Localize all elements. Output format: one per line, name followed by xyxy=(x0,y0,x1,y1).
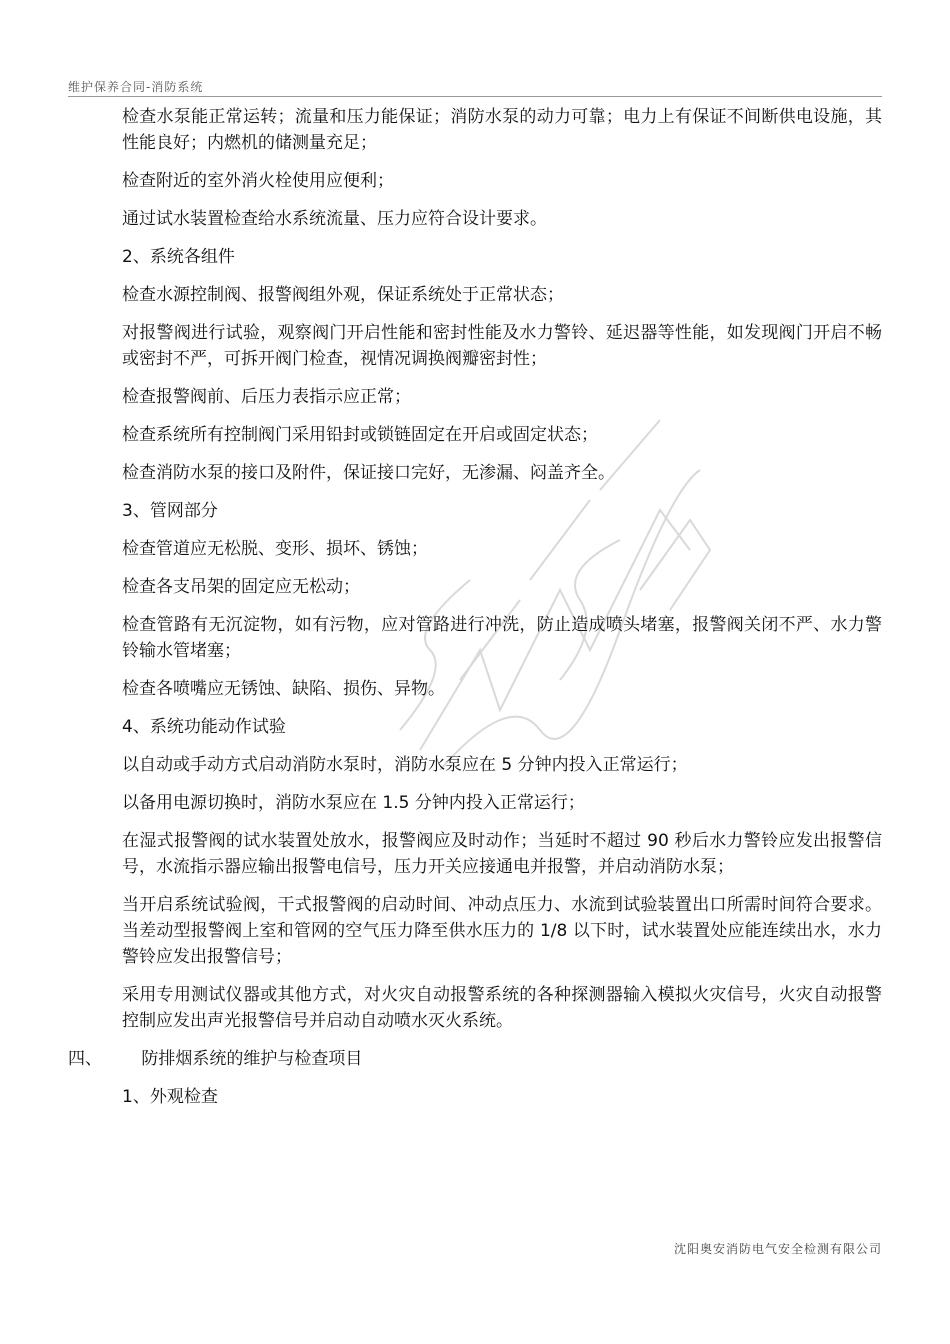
paragraph: 以备用电源切换时，消防水泵应在 1.5 分钟内投入正常运行； xyxy=(122,793,585,813)
section-title: 防排烟系统的维护与检查项目 xyxy=(141,1049,363,1069)
subheading: 3、管网部分 xyxy=(122,501,218,521)
paragraph: 检查水泵能正常运转；流量和压力能保证；消防水泵的动力可靠；电力上有保证不间断供电设施，其性能良好；内燃机的储测量充足； xyxy=(122,107,882,153)
paragraph: 当开启系统试验阀，干式报警阀的启动时间、冲动点压力、水流到试验装置出口所需时间符合要求。当差动型报警阀上室和管网的空气压力降至供水压力的 1/8 以下时，试水装置处应能连续出水，水力警铃应发出报警信号； xyxy=(122,895,882,967)
document-body xyxy=(68,104,882,1122)
paragraph: 通过试水装置检查给水系统流量、压力应符合设计要求。 xyxy=(122,209,547,229)
subheading: 4、系统功能动作试验 xyxy=(122,717,286,737)
subheading: 2、系统各组件 xyxy=(122,247,235,267)
paragraph: 检查附近的室外消火栓使用应便利； xyxy=(122,171,394,191)
paragraph: 对报警阀进行试验，观察阀门开启性能和密封性能及水力警铃、延迟器等性能，如发现阀门开启不畅或密封不严，可拆开阀门检查，视情况调换阀瓣密封性； xyxy=(122,323,882,369)
subheading: 1、外观检查 xyxy=(122,1087,218,1107)
paragraph: 检查各支吊架的固定应无松动； xyxy=(122,577,360,597)
paragraph: 检查各喷嘴应无锈蚀、缺陷、损伤、异物。 xyxy=(122,679,445,699)
section-heading xyxy=(68,1046,882,1072)
paragraph: 以自动或手动方式启动消防水泵时，消防水泵应在 5 分钟内投入正常运行； xyxy=(122,755,688,775)
paragraph: 在湿式报警阀的试水装置处放水，报警阀应及时动作；当延时不超过 90 秒后水力警铃应发出报警信号，水流指示器应输出报警电信号，压力开关应接通电并报警，并启动消防水泵； xyxy=(122,831,882,877)
header-rule xyxy=(68,96,882,97)
page-footer: 沈阳奥安消防电气安全检测有限公司 xyxy=(673,1242,882,1256)
section-number: 四、 xyxy=(68,1049,102,1069)
paragraph: 检查系统所有控制阀门采用铅封或锁链固定在开启或固定状态； xyxy=(122,425,598,445)
paragraph: 检查消防水泵的接口及附件，保证接口完好，无渗漏、闷盖齐全。 xyxy=(122,463,615,483)
paragraph: 检查水源控制阀、报警阀组外观，保证系统处于正常状态； xyxy=(122,285,564,305)
paragraph: 检查管路有无沉淀物，如有污物，应对管路进行冲洗，防止造成喷头堵塞，报警阀关闭不严、水力警铃输水管堵塞； xyxy=(122,615,882,661)
paragraph: 检查报警阀前、后压力表指示应正常； xyxy=(122,387,411,407)
paragraph: 采用专用测试仪器或其他方式，对火灾自动报警系统的各种探测器输入模拟火灾信号，火灾自动报警控制应发出声光报警信号并启动自动喷水灭火系统。 xyxy=(122,985,882,1031)
page-header: 维护保养合同-消防系统 xyxy=(68,80,204,94)
paragraph: 检查管道应无松脱、变形、损坏、锈蚀； xyxy=(122,539,428,559)
